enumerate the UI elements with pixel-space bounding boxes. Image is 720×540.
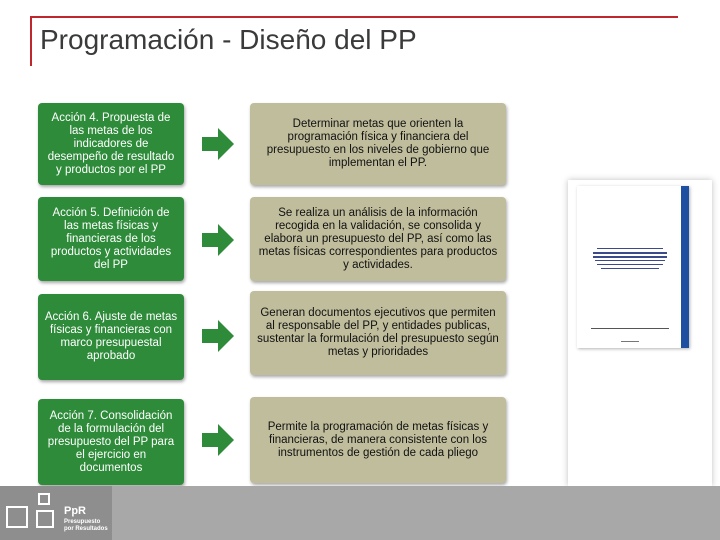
document-cover [577, 186, 689, 348]
title-frame-top [30, 16, 678, 18]
action-box-4 [38, 103, 184, 185]
action-text: Acción 4. Propuesta de las metas de los indicadores de desempeño de resultado y productos por el PP [47, 111, 175, 176]
right-arrow-icon [200, 222, 236, 258]
description-box-7 [250, 397, 506, 483]
description-text: Se realiza un análisis de la información recogida en la validación, se consolida y elabora un presupuesto del PP, así como las metas físicas correspondientes para productos y actividades. [258, 206, 498, 271]
logo-subtitle-1: Presupuesto [64, 519, 101, 525]
right-arrow-icon [200, 422, 236, 458]
action-text: Acción 5. Definición de las metas físicas y financieras de los productos y actividades del PP [50, 206, 172, 271]
title-frame-left [30, 16, 32, 66]
logo-subtitle-2: por Resultados [64, 526, 108, 532]
page-title: Programación - Diseño del PP [40, 24, 417, 55]
description-text: Generan documentos ejecutivos que permiten al responsable del PP, y entidades publicas, sustentar la formulación del presupuesto según metas y prioridades [257, 307, 499, 358]
description-box-5 [250, 197, 506, 281]
description-box-6 [250, 291, 506, 375]
action-box-6 [38, 294, 184, 380]
right-arrow-icon [200, 126, 236, 162]
action-box-5 [38, 197, 184, 281]
action-box-7 [38, 399, 184, 485]
action-text: Acción 6. Ajuste de metas físicas y financieras con marco presupuestal aprobado [44, 311, 178, 362]
action-text: Acción 7. Consolidación de la formulación del presupuesto del PP para el ejercicio en documentos [47, 409, 175, 474]
description-text: Permite la programación de metas físicas y financieras, de manera consistente con los instrumentos de gestión de cada pliego [267, 420, 489, 459]
description-text: Determinar metas que orienten la programación física y financiera del presupuesto en los niveles de gobierno que implementan el PP. [266, 118, 490, 169]
logo-name: PpR [64, 505, 86, 517]
description-box-4 [250, 103, 506, 185]
right-arrow-icon [200, 318, 236, 354]
